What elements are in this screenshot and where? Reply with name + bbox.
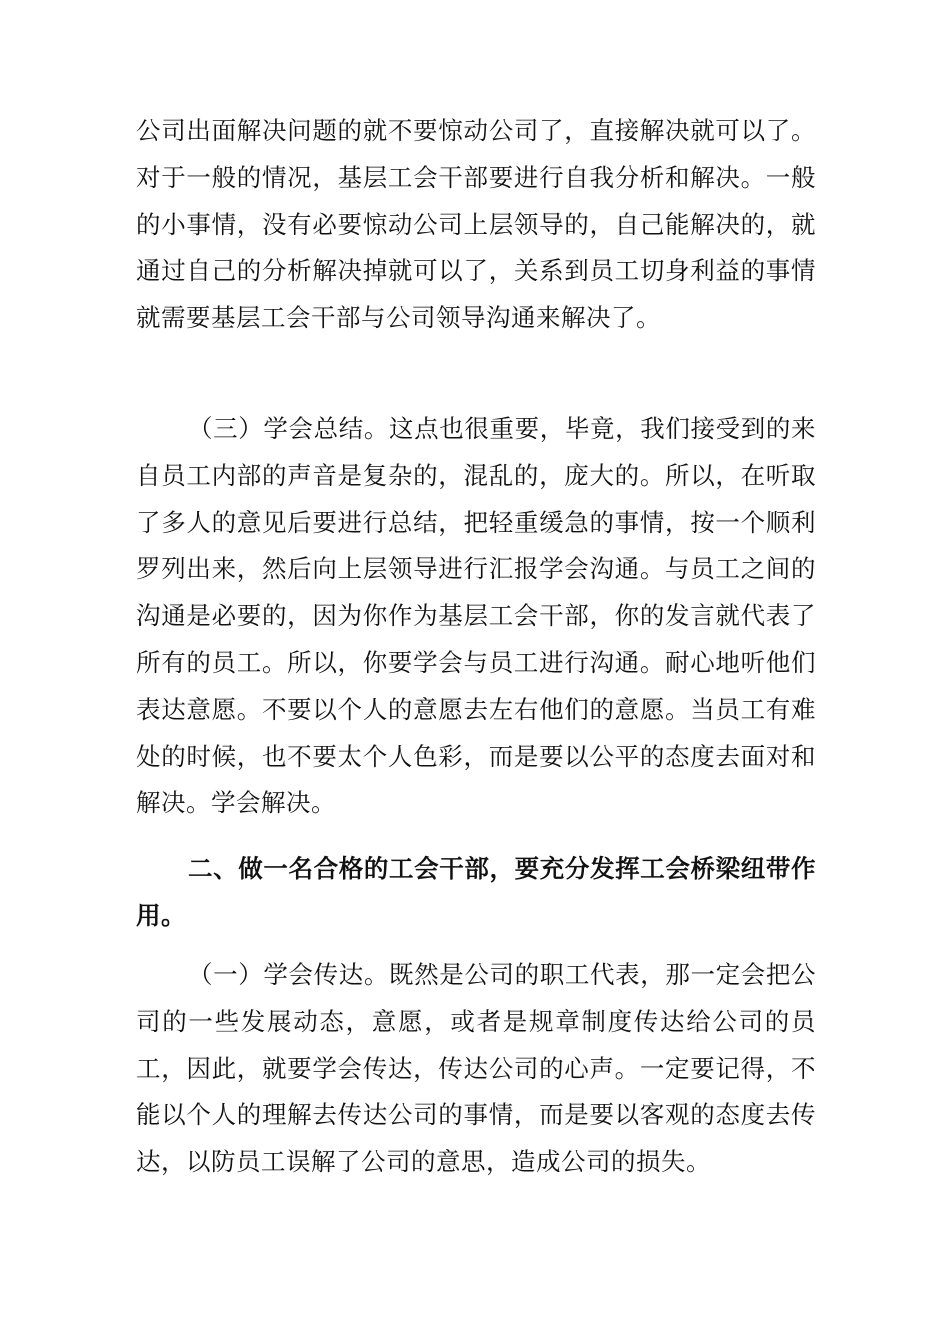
paragraph-learn-convey: （一）学会传达。既然是公司的职工代表，那一定会把公司的一些发展动态，意愿，或者是规章制度传达给公司的员工，因此，就要学会传达，传达公司的心声。一定要记得，不能以个人的理解去传达公司的事情，而是要以客观的态度去传达，以防员工误解了公司的意思，造成公司的损失。	[136, 960, 816, 1177]
section-heading-bridge-role: 二、做一名合格的工会干部，要充分发挥工会桥梁纽带作用。	[136, 854, 816, 930]
paragraph-continuation: 公司出面解决问题的就不要惊动公司了，直接解决就可以了。对于一般的情况，基层工会干部要进行自我分析和解决。一般的小事情，没有必要惊动公司上层领导的，自己能解决的，就通过自己的分析解决掉就可以了，关系到员工切身利益的事情就需要基层工会干部与公司领导沟通来解决了。	[136, 116, 816, 333]
paragraph-learn-summarize: （三）学会总结。这点也很重要，毕竟，我们接受到的来自员工内部的声音是复杂的，混乱的，庞大的。所以，在听取了多人的意见后要进行总结，把轻重缓急的事情，按一个顺利罗列出来，然后向上层领导进行汇报学会沟通。与员工之间的沟通是必要的，因为你作为基层工会干部，你的发言就代表了所有的员工。所以，你要学会与员工进行沟通。耐心地听他们表达意愿。不要以个人的意愿去左右他们的意愿。当员工有难处的时候，也不要太个人色彩，而是要以公平的态度去面对和解决。学会解决。	[136, 414, 816, 818]
